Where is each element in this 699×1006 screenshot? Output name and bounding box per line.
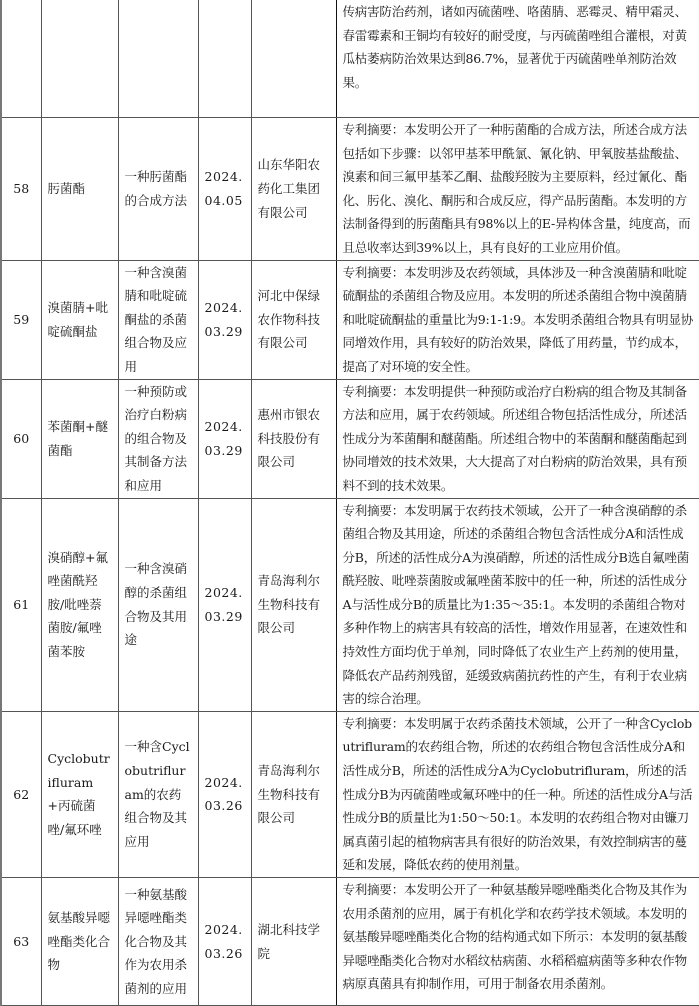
table-row (1, 379, 699, 498)
cell-date: 2024.03.29 (198, 498, 251, 711)
cell-no (1, 0, 41, 118)
cell-ingredient: Cyclobutrifluram+丙硫菌唑/氟环唑 (41, 711, 118, 877)
cell-ingredient: 氨基酸异噁唑酯类化合物 (41, 878, 118, 1006)
table-row (1, 878, 699, 1006)
cell-applicant: 惠州市银农科技股份有限公司 (251, 379, 336, 498)
cell-date: 2024.03.26 (198, 711, 251, 877)
cell-title: 一种预防或治疗白粉病的组合物及其制备方法和应用 (118, 379, 198, 498)
cell-ingredient: 溴菌腈+吡啶硫酮盐 (41, 260, 118, 379)
cell-abstract: 专利摘要：本发明属于农药技术领域，公开了一种含溴硝醇的杀菌组合物及其用途，所述的杀菌组合物包含活性成分A和活性成分B，所述的活性成分A为溴硝醇，所述的活性成分B选自氟唑菌酰羟胺、吡唑萘菌胺或氟唑菌苯胺中的任一种，所述的活性成分A与活性成分B的质量比为1:35～35:1。本发明的杀菌组合物对多种作物上的病害具有较高的活性，增效作用显著，在速效性和持效性方面均优于单剂，同时降低了农业生产上药剂的使用量，降低农产品药剂残留，延缓致病菌抗药性的产生，有利于农业病害的综合治理。 (336, 498, 699, 711)
cell-ingredient: 溴硝醇+氟唑菌酰羟胺/吡唑萘菌胺/氟唑菌苯胺 (41, 498, 118, 711)
table-row (1, 498, 699, 711)
cell-no: 63 (1, 878, 41, 1006)
table-row (1, 118, 699, 261)
cell-no: 58 (1, 118, 41, 261)
cell-date (198, 0, 251, 118)
cell-date: 2024.03.29 (198, 379, 251, 498)
cell-date: 2024.04.05 (198, 118, 251, 261)
cell-title: 一种含Cyclobutrifluram的农药组合物及其应用 (118, 711, 198, 877)
cell-abstract: 专利摘要：本发明公开了一种肟菌酯的合成方法，所述合成方法包括如下步骤：以邻甲基苯甲酰氯、氰化钠、甲氧胺基盐酸盐、溴素和间三氟甲基苯乙酮、盐酸羟胺为主要原料，经过氰化、酯化、肟化、溴化、酮肟和合成反应，得产品肟菌酯。本发明的方法制备得到的肟菌酯具有98%以上的E-异构体含量，纯度高，而且总收率达到39%以上，具有良好的工业应用价值。 (336, 118, 699, 261)
cell-no: 59 (1, 260, 41, 379)
cell-abstract: 专利摘要：本发明属于农药杀菌技术领域，公开了一种含Cyclobutrifluram的农药组合物，所述的农药组合物包含活性成分A和活性成分B，所述的活性成分A为Cyclobutrifluram，所述的活性成分B为丙硫菌唑或氟环唑中的任一种。所述的活性成分A与活性成分B的质量比为1:50～50:1。本发明的农药组合物对由镰刀属真菌引起的植物病害具有很好的防治效果，有效控制病害的蔓延和发展，降低农药的使用剂量。 (336, 711, 699, 877)
cell-abstract: 专利摘要：本发明公开了一种氨基酸异噁唑酯类化合物及其作为农用杀菌剂的应用，属于有机化学和农药学技术领域。本发明的氨基酸异噁唑酯类化合物的结构通式如下所示：本发明的氨基酸异噁唑酯类化合物对水稻纹枯病菌、水稻稻瘟病菌等多种农作物病原真菌具有抑制作用，可用于制备农用杀菌剂。 (336, 878, 699, 1006)
cell-title: 一种含溴硝醇的杀菌组合物及其用途 (118, 498, 198, 711)
cell-date: 2024.03.29 (198, 260, 251, 379)
cell-abstract: 专利摘要：本发明提供一种预防或治疗白粉病的组合物及其制备方法和应用，属于农药领域。所述组合物包括活性成分，所述活性成分为苯菌酮和醚菌酯。所述组合物中的苯菌酮和醚菌酯起到协同增效的技术效果，大大提高了对白粉病的防治效果，具有预料不到的技术效果。 (336, 379, 699, 498)
cell-no: 60 (1, 379, 41, 498)
cell-ingredient: 肟菌酯 (41, 118, 118, 261)
cell-no: 61 (1, 498, 41, 711)
cell-applicant: 山东华阳农药化工集团有限公司 (251, 118, 336, 261)
cell-title: 一种肟菌酯的合成方法 (118, 118, 198, 261)
table-row (1, 711, 699, 877)
cell-abstract: 传病害防治药剂，诸如丙硫菌唑、咯菌腈、恶霉灵、精甲霜灵、春雷霉素和王铜均有较好的耐受度，与丙硫菌唑组合灌根，对黄瓜枯萎病防治效果达到86.7%，显著优于丙硫菌唑单剂防治效果。 (336, 0, 699, 118)
cell-applicant (251, 0, 336, 118)
cell-applicant: 青岛海利尔生物科技有限公司 (251, 498, 336, 711)
cell-applicant: 青岛海利尔生物科技有限公司 (251, 711, 336, 877)
cell-title: 一种含溴菌腈和吡啶硫酮盐的杀菌组合物及应用 (118, 260, 198, 379)
cell-applicant: 河北中保绿农作物科技有限公司 (251, 260, 336, 379)
cell-applicant: 湖北科技学院 (251, 878, 336, 1006)
cell-no: 62 (1, 711, 41, 877)
cell-title (118, 0, 198, 118)
table-row-continuation (1, 0, 699, 118)
cell-abstract: 专利摘要：本发明涉及农药领域，具体涉及一种含溴菌腈和吡啶硫酮盐的杀菌组合物及应用。本发明的所述杀菌组合物中溴菌腈和吡啶硫酮盐的重量比为9:1-1:9。本发明杀菌组合物具有明显协同增效作用，具有较好的防治效果，降低了用药量，节约成本，提高了对环境的安全性。 (336, 260, 699, 379)
cell-ingredient (41, 0, 118, 118)
table-row (1, 260, 699, 379)
cell-title: 一种氨基酸异噁唑酯类化合物及其作为农用杀菌剂的应用 (118, 878, 198, 1006)
cell-date: 2024.03.26 (198, 878, 251, 1006)
cell-ingredient: 苯菌酮+醚菌酯 (41, 379, 118, 498)
